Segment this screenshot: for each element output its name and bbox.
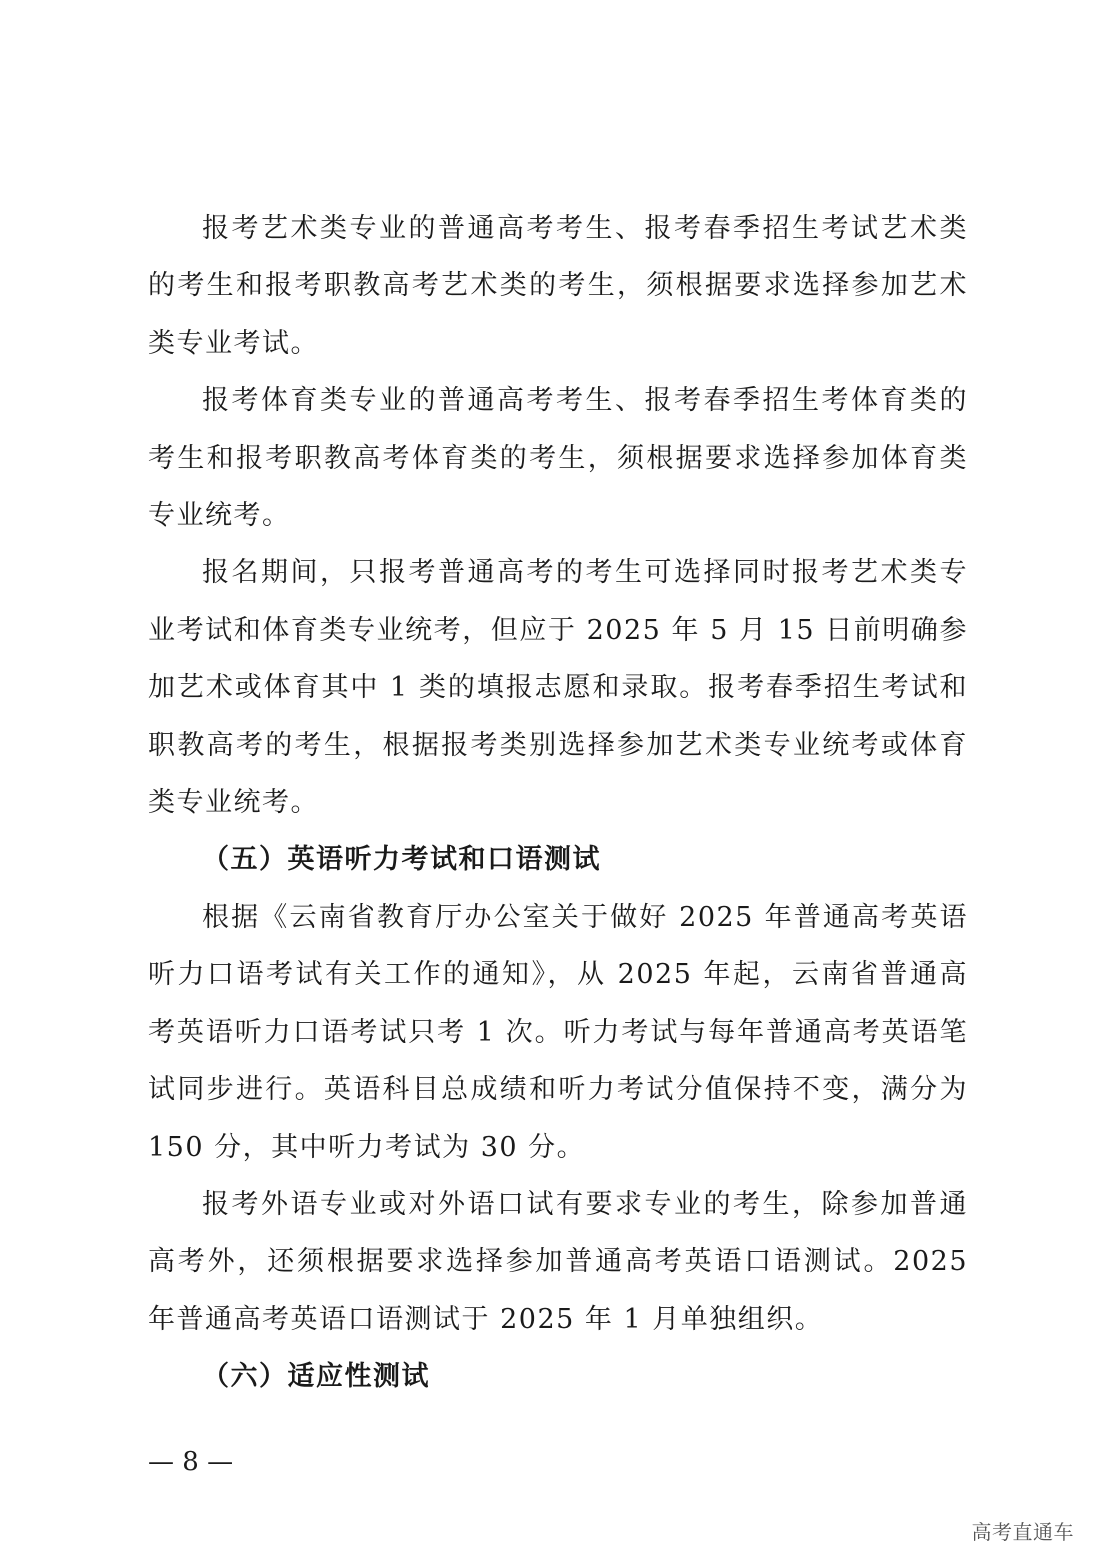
document-body: [148, 200, 968, 1406]
paragraph-registration-period: 报名期间，只报考普通高考的考生可选择同时报考艺术类专业考试和体育类专业统考，但应于 2025 年 5 月 15 日前明确参加艺术或体育其中 1 类的填报志愿和录取。报考春季招生考试和职教高考的考生，根据报考类别选择参加艺术类专业统考或体育类专业统考。: [148, 557, 968, 819]
section-heading-english-listening: （五）英语听力考试和口语测试: [202, 844, 601, 876]
watermark-text: 高考直通车: [971, 1520, 1074, 1544]
paragraph-sports-exam: 报考体育类专业的普通高考考生、报考春季招生考体育类的考生和报考职教高考体育类的考生，须根据要求选择参加体育类专业统考。: [148, 385, 968, 532]
paragraph-english-listening: 根据《云南省教育厅办公室关于做好 2025 年普通高考英语听力口语考试有关工作的通知》，从 2025 年起，云南省普通高考英语听力口语考试只考 1 次。听力考试与每年普通高考英语笔试同步进行。英语科目总成绩和听力考试分值保持不变，满分为 150 分，其中听力考试为 30 分。: [148, 901, 968, 1163]
section-heading-adaptive-test: （六）适应性测试: [202, 1361, 430, 1393]
paragraph-oral-test: 报考外语专业或对外语口试有要求专业的考生，除参加普通高考外，还须根据要求选择参加普通高考英语口语测试。2025 年普通高考英语口语测试于 2025 年 1 月单独组织。: [148, 1188, 968, 1335]
paragraph-art-exam: 报考艺术类专业的普通高考考生、报考春季招生考试艺术类的考生和报考职教高考艺术类的考生，须根据要求选择参加艺术类专业考试。: [148, 213, 968, 359]
page-number: — 8 —: [148, 1447, 234, 1477]
